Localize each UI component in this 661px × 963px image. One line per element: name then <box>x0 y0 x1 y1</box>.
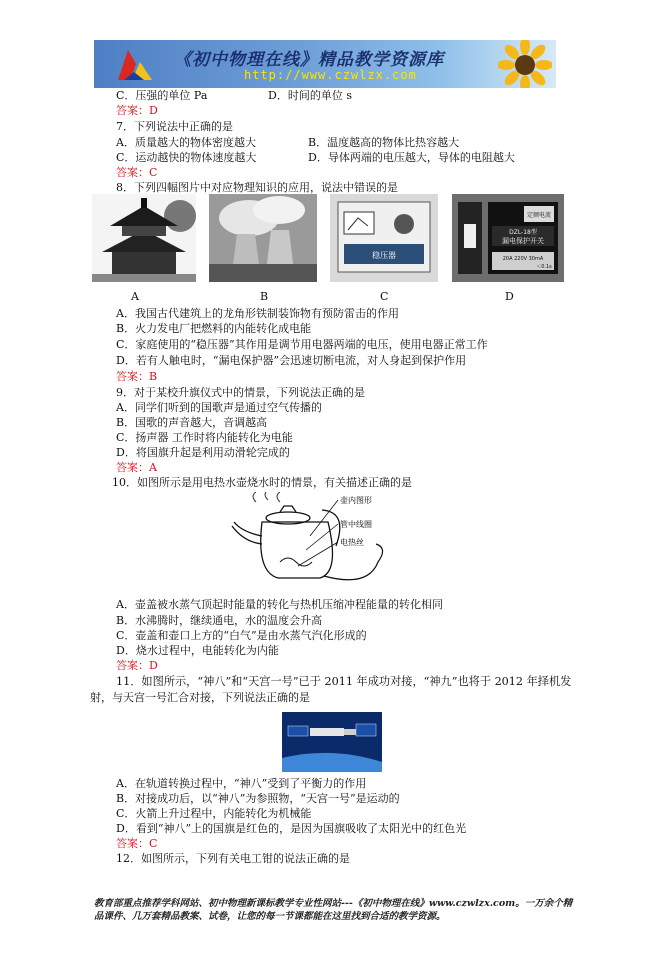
question-9: 9．对于某校升旗仪式中的情景，下列说法正确的是 <box>116 386 365 399</box>
answer-8: 答案：B <box>116 370 158 383</box>
option-10d: D．烧水过程中，电能转化为内能 <box>116 644 279 657</box>
pagoda-photo <box>92 194 196 282</box>
kettle-diagram <box>228 492 428 592</box>
kettle-label-3: 电热丝 <box>340 538 364 547</box>
regulator-label: 稳压器 <box>372 251 396 260</box>
answer-6: 答案：D <box>116 104 158 117</box>
kettle-label-1: 壶内图形 <box>340 496 372 505</box>
question-7: 7．下列说法中正确的是 <box>116 120 233 133</box>
option-9b: B．国歌的声音越大，音调越高 <box>116 416 268 429</box>
option-10c: C．壶盖和壶口上方的“白气”是由水蒸气汽化形成的 <box>116 629 367 642</box>
figure-label-d: D <box>505 290 514 303</box>
spacecraft-docking-photo <box>282 712 382 772</box>
page-footer: 教育部重点推荐学科网站、初中物理新课标教学专业性网站---《初中物理在线》www.czwlzx.com。一万余个精品课件、几万套精品教案、试卷，让您的每一节课都能在这里找到合适的教学资源。 <box>94 898 573 922</box>
figure-label-a: A <box>131 290 139 303</box>
question-10: 10．如图所示是用电热水壶烧水时的情景，有关描述正确的是 <box>112 476 412 489</box>
option-6d: D．时间的单位 s <box>268 89 352 102</box>
banner-title: 《初中物理在线》精品教学资源库 <box>174 50 444 70</box>
breaker-model-label: DZL-18型 <box>509 229 537 236</box>
breaker-spec-label: 20A 220V 30mA <box>502 256 544 262</box>
answer-9: 答案：A <box>116 461 157 474</box>
option-11d: D．看到“神八”上的国旗是红色的，是因为国旗吸收了太阳光中的红色光 <box>116 822 467 835</box>
kettle-label-2: 管中线圈 <box>340 520 372 529</box>
option-8c: C．家庭使用的“稳压器”其作用是调节用电器两端的电压，使用电器正常工作 <box>116 338 488 351</box>
question-12: 12．如图所示，下列有关电工钳的说法正确的是 <box>116 852 350 865</box>
power-plant-photo <box>209 194 317 282</box>
option-9d: D．将国旗升起是利用动滑轮完成的 <box>116 446 290 459</box>
answer-7: 答案：C <box>116 166 158 179</box>
option-7c: C．运动越快的物体速度越大 <box>116 151 257 164</box>
answer-10: 答案：D <box>116 659 158 672</box>
option-7a: A．质量越大的物体密度越大 <box>116 136 256 149</box>
sunflower-icon <box>498 40 552 88</box>
option-8b: B．火力发电厂把燃料的内能转化成电能 <box>116 322 312 335</box>
option-8d: D．若有人触电时，“漏电保护器”会迅速切断电流，对人身起到保护作用 <box>116 354 467 367</box>
option-10a: A．壶盖被水蒸气顶起时能量的转化与热机压缩冲程能量的转化相同 <box>116 598 443 611</box>
figure-label-b: B <box>260 290 269 303</box>
option-7d: D．导体两端的电压越大，导体的电阻越大 <box>308 151 515 164</box>
breaker-rating-label: 定额电流 <box>526 212 552 219</box>
option-11a: A．在轨道转换过程中，“神八”受到了平衡力的作用 <box>116 777 367 790</box>
question-11-line2: 射，与天宫一号汇合对接，下列说法正确的是 <box>90 691 310 704</box>
breaker-name-label: 漏电保护开关 <box>502 237 544 245</box>
option-11b: B．对接成功后，以“神八”为参照物，“天宫一号”是运动的 <box>116 792 400 805</box>
option-9c: C．扬声器 工作时将内能转化为电能 <box>116 431 293 444</box>
question-11-line1: 11．如图所示，“神八”和“天宫一号”已于 2011 年成功对接，“神九”也将于 2012 年择机发 <box>116 675 572 688</box>
option-10b: B．水沸腾时，继续通电，水的温度会升高 <box>116 614 323 627</box>
voltage-regulator-photo <box>330 194 438 282</box>
option-8a: A．我国古代建筑上的龙角形铁制装饰物有预防雷击的作用 <box>116 307 399 320</box>
question-8: 8．下列四幅图片中对应物理知识的应用，说法中错误的是 <box>116 181 398 194</box>
option-9a: A．同学们听到的国歌声是通过空气传播的 <box>116 401 322 414</box>
option-6c: C．压强的单位 Pa <box>116 89 208 102</box>
header-banner <box>94 40 556 88</box>
answer-11: 答案：C <box>116 837 158 850</box>
banner-url[interactable]: http://www.czwlzx.com <box>244 68 417 82</box>
leakage-breaker-photo <box>452 194 564 282</box>
figure-label-c: C <box>380 290 389 303</box>
option-11c: C．火箭上升过程中，内能转化为机械能 <box>116 807 312 820</box>
site-logo-icon <box>114 44 158 84</box>
breaker-time-label: ＜0.1s <box>536 264 552 270</box>
option-7b: B．温度越高的物体比热容越大 <box>308 136 460 149</box>
